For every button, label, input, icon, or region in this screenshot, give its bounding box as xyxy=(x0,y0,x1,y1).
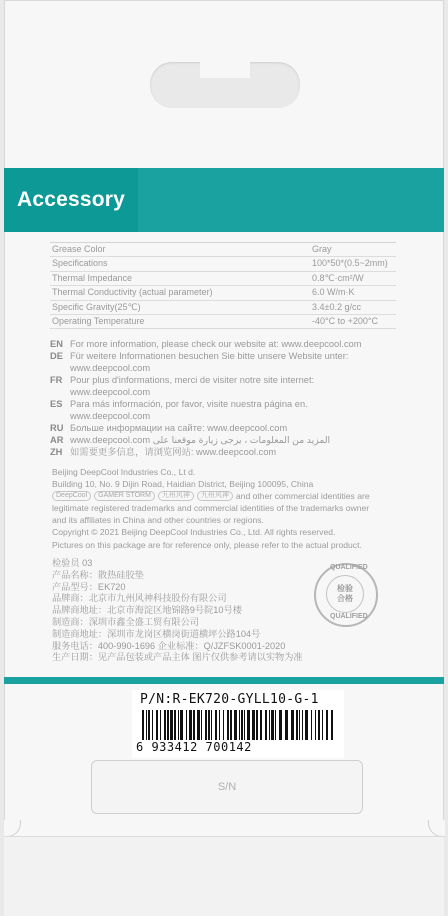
barcode-bar xyxy=(142,710,144,740)
barcode-bar xyxy=(201,710,202,740)
language-line xyxy=(50,422,410,434)
trademark-line xyxy=(52,490,408,502)
barcode-bar xyxy=(189,710,192,740)
language-line xyxy=(50,338,410,350)
barcode-bar xyxy=(302,710,303,740)
section-tab xyxy=(4,168,138,232)
language-text: www.deepcool.com xyxy=(70,411,151,421)
spec-key: Operating Temperature xyxy=(52,315,145,326)
spec-value: 3.4±0.2 g/cc xyxy=(312,301,361,312)
barcode-bar xyxy=(215,710,217,740)
language-line xyxy=(50,410,410,422)
jiuzhou-logo-alt: 九州风神 xyxy=(197,491,233,501)
cn-line: 品牌商：北京市九州风神科技股份有限公司 xyxy=(52,593,227,604)
barcode-bar xyxy=(285,710,288,740)
barcode-bar xyxy=(322,710,323,740)
chinese-info xyxy=(52,558,352,664)
cn-line: 产品名称：散热硅胶垫 xyxy=(52,569,144,580)
spec-row xyxy=(50,286,396,300)
barcode-bar xyxy=(211,710,212,740)
bottom-flap xyxy=(4,836,444,916)
language-text: www.deepcool.com المزيد من المعلومات ، يرجى زيارة موقعنا على xyxy=(70,435,331,445)
seal-ring-text-bottom: QUALIFIED xyxy=(330,613,368,620)
barcode-bar xyxy=(208,710,210,740)
language-text: Para más información, por favor, visite nuestra página en. xyxy=(70,399,308,409)
language-code: FR xyxy=(50,375,63,385)
sn-field xyxy=(91,760,363,814)
spec-value: -40°C to +200°C xyxy=(312,315,378,326)
language-code: RU xyxy=(50,423,64,433)
barcode-bar xyxy=(148,710,150,740)
disclaimer-text: Pictures on this package are for reference only, please refer to the actual product. xyxy=(52,539,362,550)
barcode-bar xyxy=(178,710,179,740)
cn-line: 检验员 03 xyxy=(52,558,93,568)
cn-line: 制造商：深圳市鑫全盛工贸有限公司 xyxy=(52,616,199,627)
spec-value: 6.0 W/m·K xyxy=(312,287,355,298)
barcode-digits: 6 933412 700142 xyxy=(136,740,252,754)
language-text: Pour plus d'informations, merci de visiter notre site internet: xyxy=(70,375,315,385)
sn-label: S/N xyxy=(217,781,237,793)
spec-key: Thermal Impedance xyxy=(52,272,133,283)
spec-value: Gray xyxy=(312,244,332,254)
language-code xyxy=(50,362,70,374)
language-line xyxy=(50,434,410,446)
language-text: For more information, please check our website at: www.deepcool.com xyxy=(70,339,362,349)
barcode-bar xyxy=(265,710,267,740)
cn-line: 服务电话：400-990-1696 企业标准：Q/JZFSK0001-2020 xyxy=(52,640,286,651)
barcode-bar xyxy=(311,710,312,740)
jiuzhou-logo: 九州风神 xyxy=(158,491,194,501)
barcode-bar xyxy=(271,710,274,740)
language-code xyxy=(50,386,70,398)
barcode-bar xyxy=(230,710,232,740)
barcode-bar xyxy=(193,710,195,740)
language-code: ES xyxy=(50,399,63,409)
company-address: Building 10, No. 9 Dijin Road, Haidian District, Beijing 100095, China xyxy=(52,479,314,490)
company-name: Beijing DeepCool Industries Co., Lt d. xyxy=(52,467,196,477)
barcode-bar xyxy=(239,710,240,740)
language-code: EN xyxy=(50,339,63,349)
barcode-bar xyxy=(247,710,250,740)
seal-ring-text: QUALIFIED xyxy=(330,564,368,571)
barcode-bar xyxy=(241,710,243,740)
barcode-bar xyxy=(180,710,183,740)
barcode-bar xyxy=(197,710,200,740)
gamerstorm-logo: GAMER STORM xyxy=(94,491,155,501)
company-info xyxy=(52,466,408,551)
language-line xyxy=(50,398,410,410)
barcode-bar xyxy=(256,710,258,740)
cn-line: 产品型号：EK720 xyxy=(52,581,126,592)
barcode-bar xyxy=(291,710,294,740)
seal-top-text: 检验 xyxy=(337,584,353,593)
barcode-bar xyxy=(152,710,153,740)
barcode-bar xyxy=(170,710,173,740)
barcode-bar xyxy=(219,710,220,740)
spec-row xyxy=(50,272,396,286)
barcode-bar xyxy=(331,710,333,740)
barcode-label xyxy=(132,690,344,758)
barcode-bar xyxy=(186,710,187,740)
language-line xyxy=(50,374,410,386)
trademark-text-2: legitimate registered trademarks and commercial identities of the trademarks owner xyxy=(52,503,370,514)
spec-key: Specific Gravity(25℃) xyxy=(52,301,141,312)
barcode-bar xyxy=(160,710,161,740)
barcode-bar xyxy=(167,710,169,740)
language-text: 如需要更多信息，请浏览网站: www.deepcool.com xyxy=(70,447,277,457)
barcode-bar xyxy=(260,710,262,740)
cn-line: 制造商地址：深圳市龙岗区横岗街道横坪公路104号 xyxy=(52,628,261,639)
cn-line: 生产日期：见产品包装或产品主体 图片仅供参考请以实物为准 xyxy=(52,652,303,663)
language-code: AR xyxy=(50,435,64,445)
part-number: P/N:R-EK720-GYLL10-G-1 xyxy=(140,692,319,707)
barcode-bar xyxy=(326,710,328,740)
barcode-bar xyxy=(244,710,245,740)
barcode-bar xyxy=(252,710,255,740)
section-title: Accessory xyxy=(16,188,126,211)
spec-row xyxy=(50,301,396,315)
spec-key: Thermal Conductivity (actual parameter) xyxy=(52,287,213,298)
spec-row xyxy=(50,257,396,271)
spec-row xyxy=(50,243,396,257)
barcode-bar xyxy=(318,710,320,740)
barcode-bar xyxy=(227,710,229,740)
barcode-bar xyxy=(156,710,158,740)
trademark-text: and other commercial identities are xyxy=(235,491,370,502)
seal-center xyxy=(326,575,364,613)
barcode-bar xyxy=(315,710,316,740)
spec-key: Specifications xyxy=(52,258,108,269)
teal-stripe xyxy=(4,677,444,684)
language-line xyxy=(50,386,410,398)
spec-value: 100*50*(0.5~2mm) xyxy=(312,258,388,269)
barcode-bar xyxy=(146,710,147,740)
hang-slot xyxy=(200,62,250,78)
language-code: DE xyxy=(50,351,63,361)
language-text: Больше информации на сайте: www.deepcool.com xyxy=(70,423,288,433)
barcode-bar xyxy=(174,710,176,740)
language-line xyxy=(50,446,410,458)
barcode-bar xyxy=(164,710,166,740)
barcode-bar xyxy=(305,710,308,740)
language-line xyxy=(50,362,410,374)
barcode-bars xyxy=(142,710,334,740)
language-line xyxy=(50,350,410,362)
barcode-bar xyxy=(296,710,298,740)
barcode-bar xyxy=(205,710,207,740)
language-info xyxy=(50,338,410,458)
barcode-bar xyxy=(223,710,224,740)
barcode-bar xyxy=(269,710,270,740)
deepcool-logo: DeepCool xyxy=(52,491,91,501)
spec-key: Grease Color xyxy=(52,244,106,254)
language-code xyxy=(50,410,70,422)
barcode-bar xyxy=(299,710,300,740)
language-text: Für weitere Informationen besuchen Sie bitte unsere Website unter: xyxy=(70,351,349,361)
barcode-bar xyxy=(234,710,237,740)
spec-table xyxy=(50,242,396,329)
barcode-bar xyxy=(275,710,276,740)
spec-row xyxy=(50,315,396,329)
qualified-seal xyxy=(314,563,378,627)
language-text: www.deepcool.com xyxy=(70,387,151,397)
language-text: www.deepcool.com xyxy=(70,363,151,373)
seal-bottom-text: 合格 xyxy=(337,594,353,603)
spec-value: 0.8℃·cm²/W xyxy=(312,272,364,283)
trademark-text-3: and its affiliates in China and other countries or regions. xyxy=(52,515,264,526)
copyright-text: Copyright © 2021 Beijing DeepCool Industries Co., Ltd. All rights reserved. xyxy=(52,527,336,538)
cn-line: 品牌商地址：北京市海淀区地锦路9号院10号楼 xyxy=(52,605,242,616)
language-code: ZH xyxy=(50,447,63,457)
barcode-bar xyxy=(279,710,282,740)
